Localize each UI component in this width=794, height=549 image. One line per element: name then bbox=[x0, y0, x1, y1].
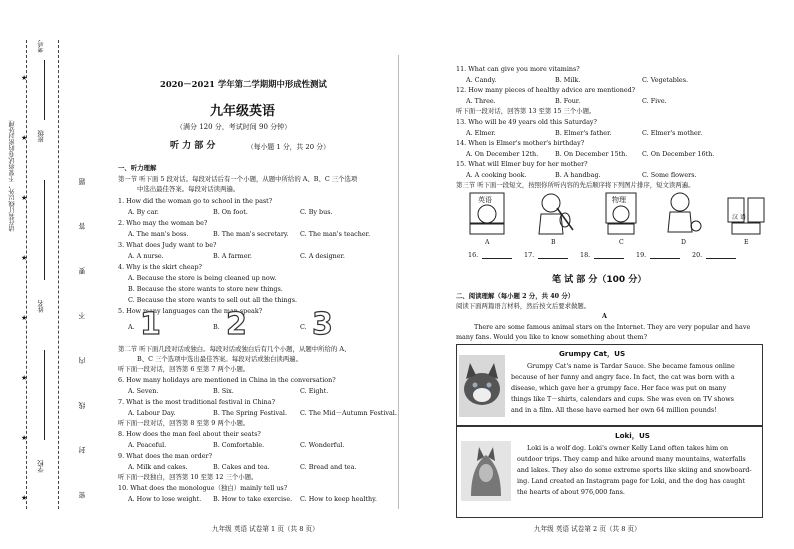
cat-line: things like T－shirts, calendars and cups. She was even on TV shows bbox=[511, 395, 734, 403]
q4-option-a[interactable]: A. Because the store is being cleaned up now. bbox=[128, 274, 277, 282]
field-school: 学校 bbox=[37, 460, 45, 473]
loki-dog-box bbox=[456, 426, 763, 518]
picture-label-b: B bbox=[551, 239, 556, 246]
blank-20[interactable] bbox=[706, 258, 736, 259]
intro-line-2: many fans. Would you like to know something about them? bbox=[456, 333, 648, 341]
question-5: 5. How many languages can the man speak? bbox=[118, 307, 263, 315]
cat-line: Grumpy Cat's name is Tardar Sauce. She became famous online bbox=[527, 362, 735, 370]
q12-option-b[interactable]: B. Four. bbox=[555, 97, 581, 105]
number-three-picture: 3 bbox=[312, 307, 333, 342]
part2-instruction: 第二节 听下面几段对话或独白。每段对话或独白后有几个小题，从题中所给的 A、 bbox=[118, 345, 351, 353]
q9-option-b[interactable]: B. Cakes and tea. bbox=[213, 463, 270, 471]
question-15: 15. What will Elmer buy for her mother? bbox=[456, 160, 588, 168]
blank-18-label: 18. bbox=[580, 251, 591, 259]
q8-option-b[interactable]: B. Comfortable. bbox=[213, 441, 265, 449]
star-mark: ★ bbox=[21, 314, 28, 322]
q5-option-b[interactable]: B. bbox=[213, 323, 220, 331]
q15-option-a[interactable]: A. A cooking book. bbox=[466, 171, 527, 179]
intro-line-1: There are some famous animal stars on the Internet. They are very popular and have bbox=[474, 323, 751, 331]
q9-option-a[interactable]: A. Milk and cakes. bbox=[128, 463, 188, 471]
section-listen: 听 力 部 分 bbox=[170, 141, 216, 151]
star-mark: ★ bbox=[21, 254, 28, 262]
q6-option-c[interactable]: C. Eight. bbox=[300, 387, 329, 395]
note-13-15: 听下面一段对话，回答第 13 至第 15 三个小题。 bbox=[456, 107, 596, 115]
dog-title: Loki，US bbox=[615, 431, 650, 440]
q11-option-b[interactable]: B. Milk. bbox=[555, 76, 581, 84]
field-name: 姓名 bbox=[37, 300, 45, 313]
q10-option-c[interactable]: C. How to keep healthy. bbox=[300, 495, 377, 503]
number-one-picture: 1 bbox=[140, 307, 161, 342]
picture-label-d: D bbox=[681, 239, 686, 246]
picture-label-a: A bbox=[485, 239, 490, 246]
q12-option-c[interactable]: C. Five. bbox=[642, 97, 667, 105]
reading-title: 二、阅读理解（每小题 2 分，共 40 分） bbox=[456, 292, 575, 300]
dog-line: outdoor trips. They camp and hike around many mountains, waterfalls bbox=[517, 455, 746, 463]
binding-text: 密封线内不要答题 bbox=[79, 140, 87, 499]
dog-line: the hearts of about 976,000 fans. bbox=[517, 488, 625, 496]
blank-17-label: 17. bbox=[524, 251, 535, 259]
field-number: 考号 bbox=[37, 40, 45, 53]
question-8: 8. How does the man feel about their seats? bbox=[118, 430, 261, 438]
q9-option-c[interactable]: C. Bread and tea. bbox=[300, 463, 357, 471]
blank-18[interactable] bbox=[594, 258, 624, 259]
dog-line: Loki is a wolf dog. Loki's owner Kelly Land often takes him on bbox=[527, 444, 729, 452]
q11-option-c[interactable]: C. Vegetables. bbox=[642, 76, 689, 84]
write-line bbox=[44, 60, 46, 120]
blank-20-label: 20. bbox=[692, 251, 703, 259]
passage-label: A bbox=[602, 312, 607, 320]
star-mark: ★ bbox=[21, 434, 28, 442]
q1-option-b[interactable]: B. On foot. bbox=[213, 208, 248, 216]
footer-left: 九年级 英语 试卷第 1 页（共 8 页） bbox=[212, 525, 319, 533]
picture-label-c: C bbox=[619, 239, 624, 246]
question-2: 2. Who may the woman be? bbox=[118, 219, 208, 227]
q3-option-a[interactable]: A. A nurse. bbox=[128, 252, 164, 260]
dog-line: ing. Land created an Instagram page for Loki, and the dog has caught bbox=[517, 477, 745, 485]
write-line bbox=[44, 180, 46, 280]
page-divider bbox=[398, 55, 399, 509]
cat-line: disease, which gave her a grumpy face. Her face was put on many bbox=[511, 384, 727, 392]
q15-option-c[interactable]: C. Some flowers. bbox=[642, 171, 697, 179]
q4-option-c[interactable]: C. Because the store wants to sell out all the things. bbox=[128, 296, 297, 304]
q7-option-b[interactable]: B. The Spring Festival. bbox=[213, 409, 288, 417]
subject-title: 九年级英语 bbox=[210, 104, 276, 119]
question-3: 3. What does Judy want to be? bbox=[118, 241, 217, 249]
binding-line bbox=[58, 40, 59, 509]
q3-option-b[interactable]: B. A farmer. bbox=[213, 252, 252, 260]
question-4: 4. Why is the skirt cheap? bbox=[118, 263, 202, 271]
q14-option-c[interactable]: C. On December 16th. bbox=[642, 150, 715, 158]
q6-option-b[interactable]: B. Six. bbox=[213, 387, 234, 395]
q8-option-c[interactable]: C. Wonderful. bbox=[300, 441, 345, 449]
cat-line: and in a film. All these have earned her own 64 million pounds! bbox=[511, 406, 717, 414]
star-mark: ★ bbox=[21, 134, 28, 142]
q11-option-a[interactable]: A. Candy. bbox=[466, 76, 497, 84]
q3-option-c[interactable]: C. A designer. bbox=[300, 252, 345, 260]
star-mark: ★ bbox=[21, 374, 28, 382]
part3-instruction: 第三节 听下面一段短文，按照你所听内容的先后顺序将下列图片排序，短文读两遍。 bbox=[456, 181, 695, 189]
q2-option-b[interactable]: B. The man's secretary. bbox=[213, 230, 289, 238]
grumpy-cat-box bbox=[456, 344, 763, 426]
q1-option-a[interactable]: A. By car. bbox=[128, 208, 159, 216]
question-6: 6. How many holidays are mentioned in China in the conversation? bbox=[118, 376, 336, 384]
note-6-7: 听下面一段对话，回答第 6 至第 7 两个小题。 bbox=[118, 365, 250, 373]
field-class: 班级 bbox=[37, 130, 45, 143]
q8-option-a[interactable]: A. Peaceful. bbox=[128, 441, 167, 449]
number-two-picture: 2 bbox=[226, 307, 247, 342]
exam-title: 2020－2021 学年第二学期期中形成性测试 bbox=[160, 79, 327, 89]
seal-warning: 请在装订线以外，不要将试卷的密封处理 bbox=[9, 120, 16, 232]
note-8-9: 听下面一段对话，回答第 8 至第 9 两个小题。 bbox=[118, 419, 250, 427]
section-listen-note: （每小题 1 分，共 20 分） bbox=[247, 143, 330, 151]
picture-b-boy-violin bbox=[529, 190, 579, 236]
blank-16-label: 16. bbox=[468, 251, 479, 259]
question-9: 9. What does the man order? bbox=[118, 452, 213, 460]
picture-a-text: 英语 bbox=[478, 196, 492, 204]
note-10-12: 听下面一段独白，回答第 10 至第 12 三个小题。 bbox=[118, 473, 258, 481]
q7-option-c[interactable]: C. The Mid－Autumn Festival. bbox=[300, 409, 397, 417]
q13-option-c[interactable]: C. Elmer's mother. bbox=[642, 129, 703, 137]
q2-option-c[interactable]: C. The man's teacher. bbox=[300, 230, 370, 238]
picture-c-text: 物理 bbox=[612, 196, 626, 204]
blank-17[interactable] bbox=[538, 258, 568, 259]
q14-option-b[interactable]: B. On December 15th. bbox=[555, 150, 628, 158]
q4-option-b[interactable]: B. Because the store wants to store new things. bbox=[128, 285, 283, 293]
q15-option-b[interactable]: B. A handbag. bbox=[555, 171, 601, 179]
picture-d-boy-playing bbox=[660, 190, 706, 236]
blank-19[interactable] bbox=[650, 258, 680, 259]
q10-option-b[interactable]: B. How to take exercise. bbox=[213, 495, 293, 503]
reading-note: 阅读下面两篇语言材料，然后按文后要求做题。 bbox=[456, 302, 591, 310]
footer-right: 九年级 英语 试卷第 2 页（共 8 页） bbox=[534, 525, 641, 533]
cat-photo bbox=[459, 355, 505, 417]
star-mark: ★ bbox=[21, 194, 28, 202]
cat-title: Grumpy Cat，US bbox=[559, 349, 626, 358]
q12-option-a[interactable]: A. Three. bbox=[466, 97, 496, 105]
write-line bbox=[44, 350, 46, 440]
q6-option-a[interactable]: A. Seven. bbox=[128, 387, 159, 395]
dog-line: and lakes. They also do some extreme sports like skiing and snowboard- bbox=[517, 466, 752, 474]
question-11: 11. What can give you more vitamins? bbox=[456, 65, 580, 73]
picture-e-chinese-books bbox=[722, 190, 770, 236]
listening-part-title: 一、听力理解 bbox=[118, 164, 157, 172]
q14-option-a[interactable]: A. On December 12th. bbox=[466, 150, 539, 158]
question-1: 1. How did the woman go to school in the past? bbox=[118, 197, 273, 205]
question-12: 12. How many pieces of healthy advice are mentioned? bbox=[456, 86, 636, 94]
part1-instruction: 第一节 听下面 5 段对话。每段对话后有一个小题，从题中所给的 A、B、C 三个选项 bbox=[118, 175, 358, 183]
star-mark: ★ bbox=[21, 494, 28, 502]
part2-instruction-2: B、C 三个选项中选出最佳答案。每段对话或独白读两遍。 bbox=[137, 355, 302, 363]
score-note: （满分 120 分，考试时间 90 分钟） bbox=[176, 123, 292, 131]
q13-option-b[interactable]: B. Elmer's father. bbox=[555, 129, 612, 137]
q5-option-c[interactable]: C. bbox=[300, 323, 307, 331]
q1-option-c[interactable]: C. By bus. bbox=[300, 208, 333, 216]
q10-option-a[interactable]: A. How to lose weight. bbox=[128, 495, 202, 503]
dog-photo bbox=[461, 441, 511, 501]
blank-16[interactable] bbox=[482, 258, 512, 259]
q7-option-a[interactable]: A. Labour Day. bbox=[128, 409, 176, 417]
cat-line: because of her funny and angry face. In fact, the cat was born with a bbox=[511, 373, 735, 381]
q13-option-a[interactable]: A. Elmer. bbox=[466, 129, 496, 137]
picture-label-e: E bbox=[744, 239, 749, 246]
picture-e-text: 汉 语 bbox=[732, 214, 746, 221]
question-13: 13. Who will be 49 years old this Saturday? bbox=[456, 118, 597, 126]
star-mark: ★ bbox=[21, 74, 28, 82]
q5-option-a[interactable]: A. bbox=[128, 323, 135, 331]
question-7: 7. What is the most traditional festival in China? bbox=[118, 398, 276, 406]
question-10: 10. What does the monologue（独白）mainly tell us? bbox=[118, 484, 288, 492]
section-written: 笔 试 部 分（100 分） bbox=[552, 275, 647, 285]
part1-instruction-2: 中选出最佳答案。每段对话读两遍。 bbox=[137, 185, 240, 193]
q2-option-a[interactable]: A. The man's boss. bbox=[128, 230, 189, 238]
blank-19-label: 19. bbox=[636, 251, 647, 259]
question-14: 14. When is Elmer's mother's birthday? bbox=[456, 139, 585, 147]
